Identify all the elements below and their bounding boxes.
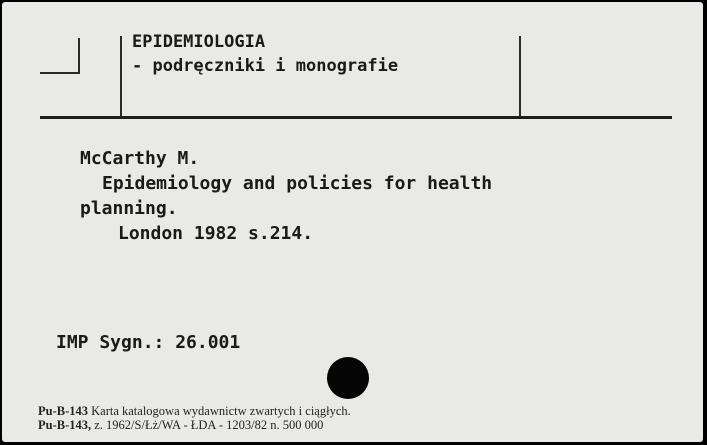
left-divider — [120, 36, 122, 116]
author: McCarthy M. — [80, 148, 200, 169]
subject-subheading: - podręczniki i monografie — [132, 56, 399, 76]
footer-line-1 — [38, 405, 351, 418]
call-number: IMP Sygn.: 26.001 — [56, 332, 241, 353]
footer-line-2 — [38, 419, 323, 432]
catalog-card — [2, 2, 703, 442]
corner-mark — [40, 38, 80, 74]
punch-hole — [327, 357, 369, 399]
footer-code-1: Pu-B-143 — [38, 404, 88, 418]
imprint: London 1982 s.214. — [118, 223, 314, 244]
subject-heading: EPIDEMIOLOGIA — [132, 32, 266, 52]
title-line-1: Epidemiology and policies for health — [102, 173, 493, 194]
title-line-2: planning. — [80, 198, 178, 219]
right-divider — [519, 36, 521, 116]
footer-code-2: Pu-B-143, — [38, 418, 92, 432]
footer-text-1: Karta katalogowa wydawnictw zwartych i ciągłych. — [91, 404, 351, 418]
header-rule — [40, 116, 672, 119]
footer-text-2: z. 1962/S/Łż/WA - ŁDA - 1203/82 n. 500 000 — [94, 418, 324, 432]
